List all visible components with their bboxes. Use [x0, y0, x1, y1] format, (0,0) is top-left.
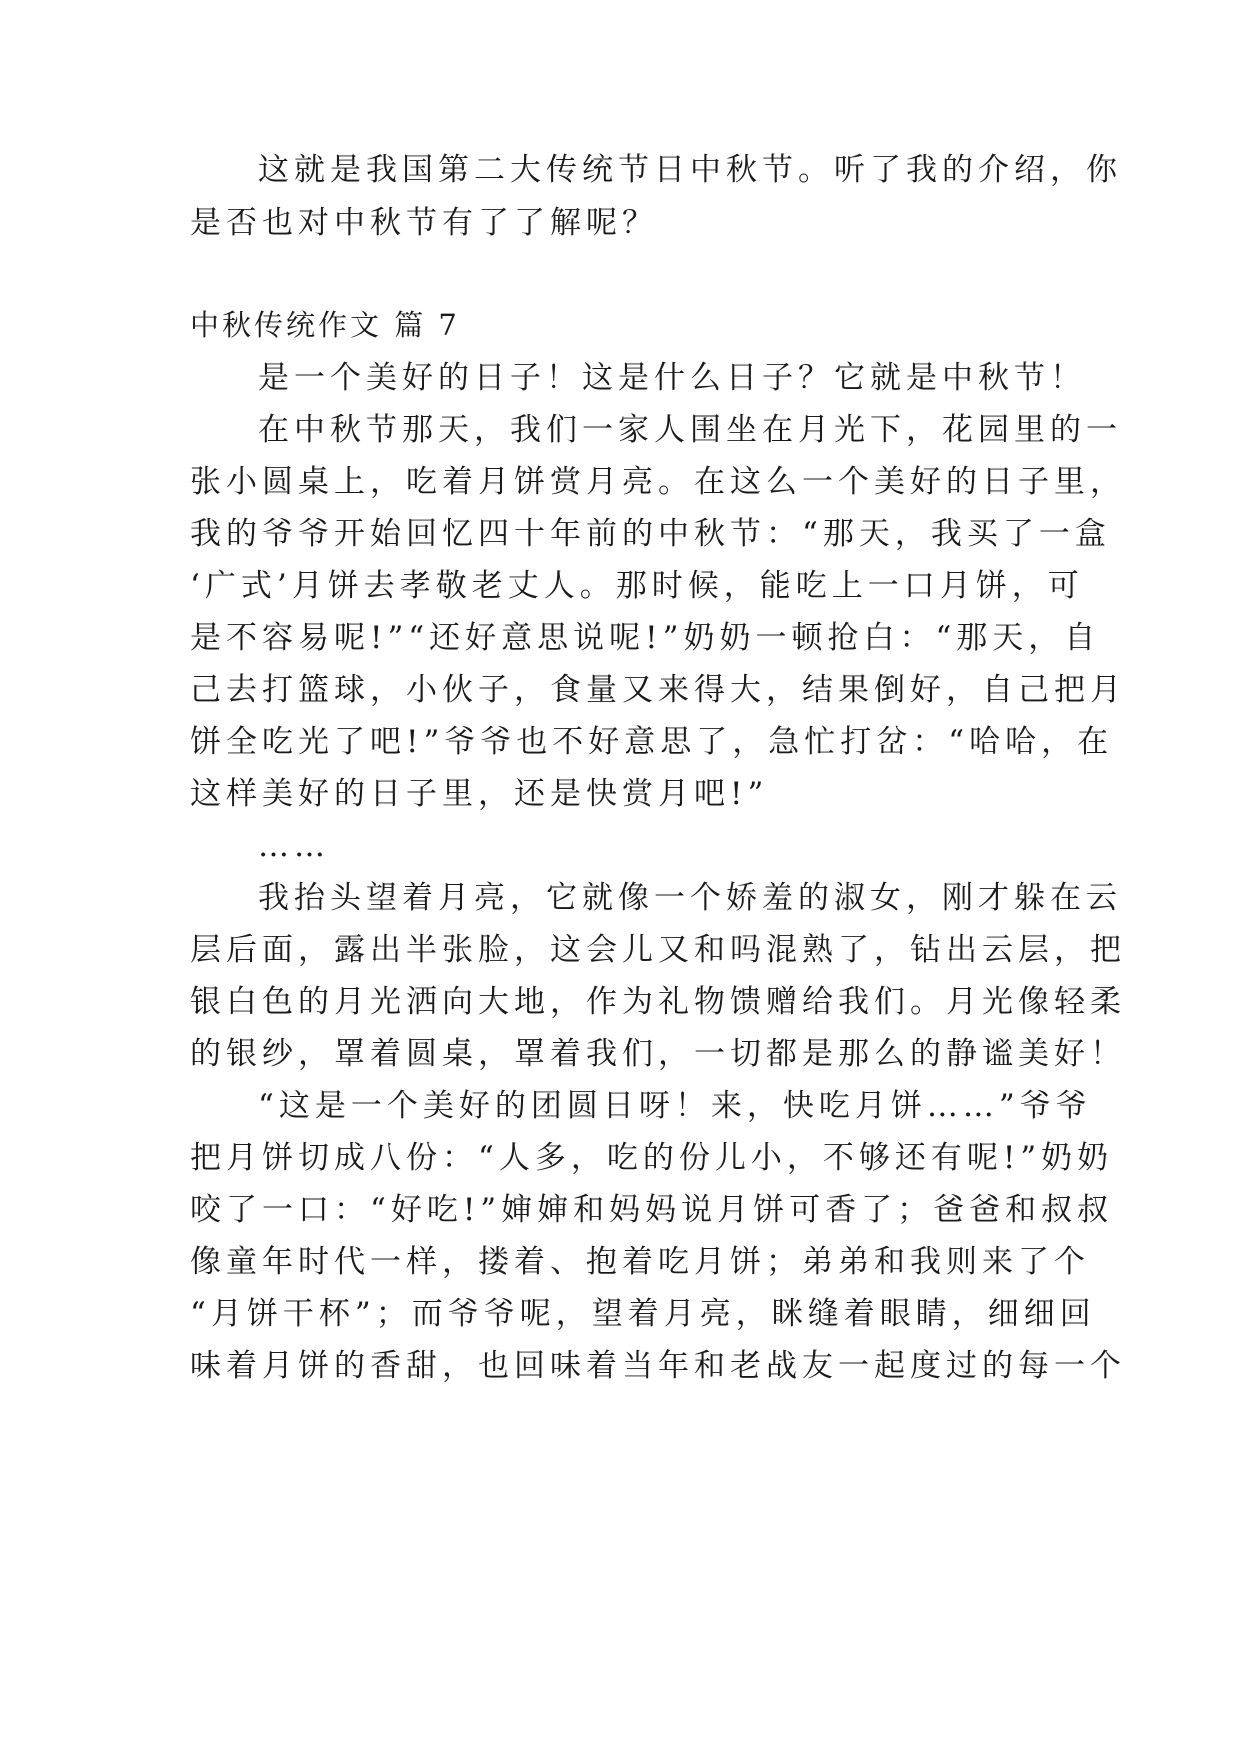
paragraph-2-line-8: 这样美好的日子里，还是快赏月吧!”: [190, 776, 769, 812]
paragraph-2-line-6: 己去打篮球，小伙子，食量又来得大，结果倒好，自己把月: [190, 672, 1126, 708]
paragraph-4-line-2: 把月饼切成八份：“人多，吃的份儿小，不够还有呢!”奶奶: [190, 1140, 1114, 1176]
paragraph-4-line-1: “这是一个美好的团圆日呀！来，快吃月饼……”爷爷: [258, 1088, 1092, 1124]
paragraph-4-line-5: “月饼干杯”；而爷爷呢，望着月亮，眯缝着眼睛，细细回: [190, 1296, 1096, 1332]
paragraph-2-line-2: 张小圆桌上，吃着月饼赏月亮。在这么一个美好的日子里，: [190, 464, 1126, 500]
paragraph-2-line-4: ‘广式’月饼去孝敬老丈人。那时候，能吃上一口月饼，可: [190, 568, 1084, 604]
section-heading: 中秋传统作文 篇 7: [190, 308, 460, 342]
paragraph-3-line-2: 层后面，露出半张脸，这会儿又和吗混熟了，钻出云层，把: [190, 932, 1126, 968]
intro-line-2: 是否也对中秋节有了了解呢？: [190, 205, 658, 241]
paragraph-3-line-4: 的银纱，罩着圆桌，罩着我们，一切都是那么的静谧美好！: [190, 1036, 1126, 1072]
paragraph-3-line-3: 银白色的月光洒向大地，作为礼物馈赠给我们。月光像轻柔: [190, 984, 1126, 1020]
paragraph-2-line-3: 我的爷爷开始回忆四十年前的中秋节：“那天，我买了一盒: [190, 516, 1111, 552]
paragraph-4-line-4: 像童年时代一样，搂着、抱着吃月饼；弟弟和我则来了个: [190, 1244, 1090, 1280]
paragraph-1-line-1: 是一个美好的日子！这是什么日子？它就是中秋节！: [258, 360, 1086, 396]
paragraph-3-line-1: 我抬头望着月亮，它就像一个娇羞的淑女，刚才躲在云: [258, 880, 1122, 916]
paragraph-4-line-6: 味着月饼的香甜，也回味着当年和老战友一起度过的每一个: [190, 1348, 1126, 1384]
paragraph-4-line-3: 咬了一口：“好吃!”婶婶和妈妈说月饼可香了；爸爸和叔叔: [190, 1192, 1114, 1228]
paragraph-2-line-1: 在中秋节那天，我们一家人围坐在月光下，花园里的一: [258, 412, 1122, 448]
paragraph-2-line-5: 是不容易呢!”“还好意思说呢!”奶奶一顿抢白：“那天，自: [190, 620, 1101, 656]
intro-line-1: 这就是我国第二大传统节日中秋节。听了我的介绍，你: [258, 152, 1122, 188]
paragraph-2-line-7: 饼全吃光了吧!”爷爷也不好意思了，急忙打岔：“哈哈，在: [190, 724, 1114, 760]
ellipsis-line: ……: [258, 828, 330, 864]
